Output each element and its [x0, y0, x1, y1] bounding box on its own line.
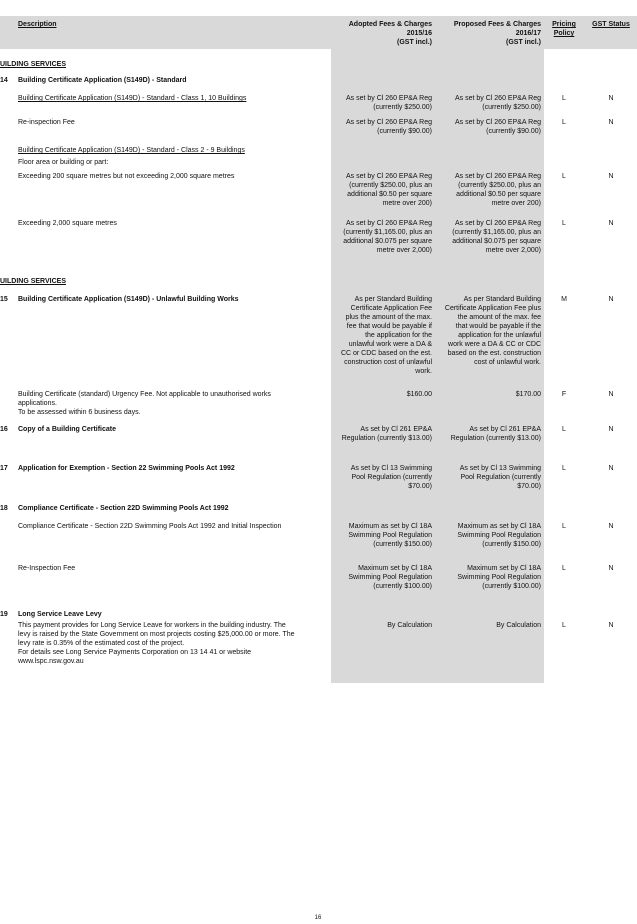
section-heading: UILDING SERVICES: [0, 278, 66, 285]
item-number: 15: [0, 296, 8, 303]
gst-status: N: [608, 119, 614, 126]
col-header-pricing-2: Policy: [553, 30, 575, 37]
row-description: Building Certificate (standard) Urgency Fee. Not applicable to unauthorised works applications. To be assessed within 6 business days.: [18, 391, 271, 416]
row-description: Re-Inspection Fee: [18, 565, 76, 572]
item-title: Compliance Certificate - Section 22D Swimming Pools Act 1992: [18, 505, 229, 512]
item-title: Copy of a Building Certificate: [18, 426, 117, 433]
row-description: This payment provides for Long Service Leave for workers in the building industry. The levy is raised by the State Government on most projects costing $25,000.00 or more. The levy rate is 0.35% of the estimated cost of the project. For details see Long Service Payments Corporation on 13 14 41 or website www.lspc.nsw.gov.au: [18, 622, 295, 665]
col-header-gst: GST Status: [592, 21, 630, 28]
gst-status: N: [608, 622, 614, 629]
fee-2016-17: As set by Cl 260 EP&A Reg (currently $1,165.00, plus an additional $0.075 per square metre over 2,000): [452, 220, 541, 254]
col-header-description: Description: [18, 21, 57, 28]
gst-status: N: [608, 465, 614, 472]
pricing-policy: L: [562, 95, 566, 102]
row-description: Exceeding 200 square metres but not exceeding 2,000 square metres: [18, 173, 235, 180]
pricing-policy: L: [562, 565, 566, 572]
col-header-adopted-1: Adopted Fees & Charges: [348, 21, 432, 28]
row-description: Re-inspection Fee: [18, 119, 75, 126]
fee-2015-16: By Calculation: [387, 622, 432, 629]
col-header-adopted-2: 2015/16: [406, 30, 432, 37]
row-description: Building Certificate Application (S149D) - Standard - Class 1, 10 Buildings: [18, 95, 247, 102]
fee-2015-16: As set by Cl 260 EP&A Reg (currently $250.00): [346, 95, 432, 111]
item-title: Building Certificate Application (S149D) - Unlawful Building Works: [18, 296, 239, 303]
fee-2015-16: As set by Cl 260 EP&A Reg (currently $250.00, plus an additional $0.50 per square metre over 200): [346, 173, 432, 207]
page-number: 16: [314, 915, 322, 921]
fee-2016-17: As set by Cl 13 Swimming Pool Regulation (currently $70.00): [459, 465, 541, 490]
gst-status: N: [608, 95, 614, 102]
section-heading: UILDING SERVICES: [0, 61, 66, 68]
fee-2016-17: $170.00: [515, 391, 541, 398]
gst-status: N: [608, 565, 614, 572]
fee-2015-16: As set by Cl 260 EP&A Reg (currently $1,165.00, plus an additional $0.075 per square metre over 2,000): [343, 220, 432, 254]
pricing-policy: L: [562, 426, 566, 433]
pricing-policy: L: [562, 622, 566, 629]
item-number: 17: [0, 465, 8, 472]
fee-2016-17: As per Standard Building Certificate Application Fee plus the amount of the max. fee that would be payable if the application for the unlawful work were a DA & CC or CDC based on the est. construction cost of unlawful work.: [444, 296, 541, 366]
fee-2015-16: As set by Cl 13 Swimming Pool Regulation (currently $70.00): [350, 465, 432, 490]
fee-2015-16: As per Standard Building Certificate Application Fee plus the amount of the max. fee that would be payable if the application for the unlawful work were a DA & CC or CDC based on the est. construction cost of unlawful work.: [340, 296, 432, 375]
col-header-proposed-2: 2016/17: [515, 30, 541, 37]
row-description: Exceeding 2,000 square metres: [18, 220, 117, 227]
fee-2016-17: Maximum as set by Cl 18A Swimming Pool Regulation (currently $150.00): [457, 523, 541, 548]
col-header-proposed-1: Proposed Fees & Charges: [453, 21, 541, 28]
pricing-policy: L: [562, 119, 566, 126]
fee-2015-16: Maximum as set by Cl 18A Swimming Pool Regulation (currently $150.00): [348, 523, 432, 548]
pricing-policy: L: [562, 220, 566, 227]
col-header-adopted-3: (GST incl.): [397, 39, 432, 46]
gst-status: N: [608, 426, 614, 433]
item-number: 18: [0, 505, 8, 512]
fee-2016-17: As set by Cl 260 EP&A Reg (currently $250.00): [455, 95, 541, 111]
col-header-pricing-1: Pricing: [552, 21, 576, 28]
item-number: 14: [0, 77, 8, 84]
gst-status: N: [608, 220, 614, 227]
row-note: Floor area or building or part:: [18, 159, 109, 166]
fee-2015-16: As set by Cl 261 EP&A Regulation (currently $13.00): [341, 426, 432, 442]
item-number: 19: [0, 611, 8, 618]
col-header-proposed-3: (GST incl.): [506, 39, 541, 46]
fee-2016-17: As set by Cl 260 EP&A Reg (currently $90.00): [455, 119, 541, 135]
fee-2015-16: Maximum set by Cl 18A Swimming Pool Regulation (currently $100.00): [348, 565, 432, 590]
pricing-policy: F: [561, 391, 567, 398]
fee-2016-17: As set by Cl 260 EP&A Reg (currently $250.00, plus an additional $0.50 per square metre over 200): [455, 173, 541, 207]
gst-status: N: [608, 391, 614, 398]
fee-2016-17: Maximum set by Cl 18A Swimming Pool Regulation (currently $100.00): [457, 565, 541, 590]
pricing-policy: L: [562, 523, 566, 530]
gst-status: N: [608, 523, 614, 530]
pricing-policy: L: [562, 465, 566, 472]
fee-2015-16: As set by Cl 260 EP&A Reg (currently $90.00): [346, 119, 432, 135]
item-number: 16: [0, 426, 8, 433]
item-title: Building Certificate Application (S149D) - Standard: [18, 77, 187, 84]
item-title: Long Service Leave Levy: [18, 611, 102, 618]
row-subheading: Building Certificate Application (S149D) - Standard - Class 2 - 9 Buildings: [18, 147, 245, 154]
item-title: Application for Exemption - Section 22 Swimming Pools Act 1992: [18, 465, 235, 472]
gst-status: N: [608, 296, 614, 303]
fee-2016-17: By Calculation: [496, 622, 541, 629]
fee-2015-16: $160.00: [406, 391, 432, 398]
fee-2016-17: As set by Cl 261 EP&A Regulation (currently $13.00): [450, 426, 541, 442]
pricing-policy: L: [562, 173, 566, 180]
gst-status: N: [608, 173, 614, 180]
pricing-policy: M: [561, 296, 567, 303]
row-description: Compliance Certificate - Section 22D Swimming Pools Act 1992 and Initial Inspection: [18, 523, 282, 530]
